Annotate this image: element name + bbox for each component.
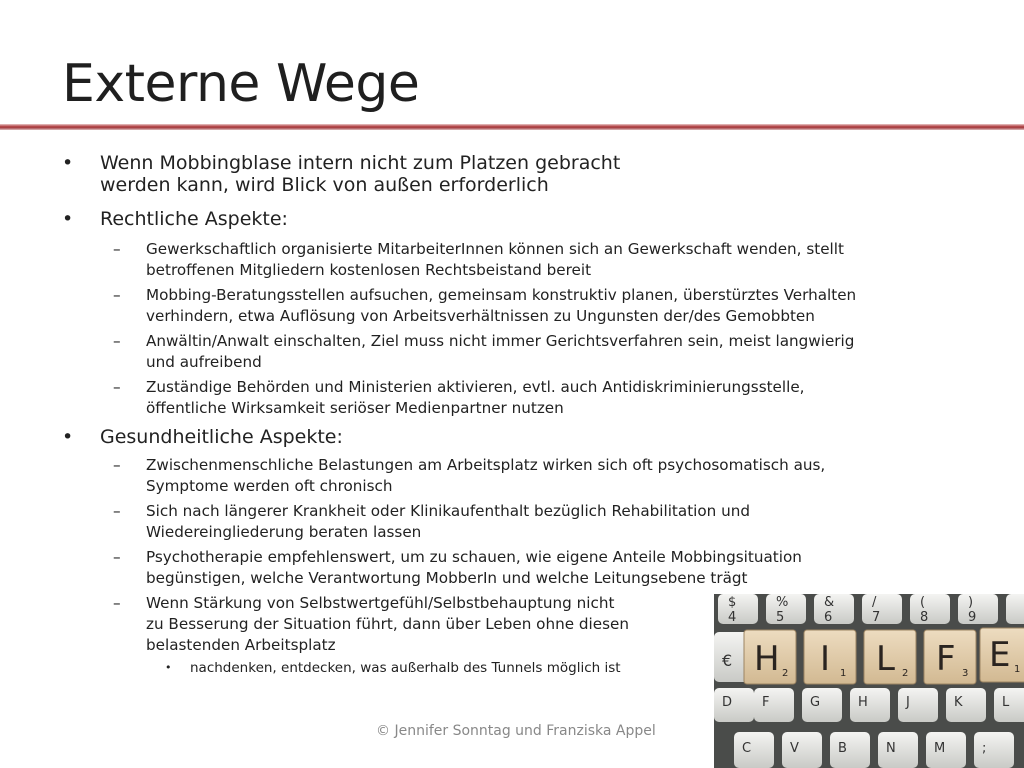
bullet-marker: • [62, 426, 74, 448]
sub-bullet-text: Gewerkschaftlich organisierte MitarbeiterInnen können sich an Gewerkschaft wenden, stellt betroffenen Mitgliedern kostenlosen Rechtsbeistand bereit [146, 240, 844, 279]
key-label: € [722, 651, 733, 670]
dash-marker: – [113, 286, 121, 304]
sub-bullet-text: Anwältin/Anwalt einschalten, Ziel muss nicht immer Gerichtsverfahren sein, meist langwierig und aufreibend [146, 332, 855, 371]
key-label: ) [968, 595, 974, 610]
sub-bullet-text: Psychotherapie empfehlenswert, um zu schauen, wie eigene Anteile Mobbingsituation begünstigen, welche Verantwortung MobberIn und welche Leitungsebene trägt [146, 548, 802, 587]
key-label: K [954, 695, 963, 710]
dash-marker: – [113, 378, 121, 396]
sub-bullet-text: Mobbing-Beratungsstellen aufsuchen, gemeinsam konstruktiv planen, überstürztes Verhalten verhindern, etwa Auflösung von Arbeitsverhältnissen zu Ungunsten der/des Gemobbten [146, 286, 857, 325]
sub-bullet-text: Wenn Stärkung von Selbstwertgefühl/Selbstbehauptung nicht zu Besserung der Situation führt, dann über Leben ohne diesen belastenden Arbeitsplatz [146, 594, 629, 654]
dash-marker: – [113, 456, 121, 474]
sub-sub-bullet-text: nachdenken, entdecken, was außerhalb des Tunnels möglich ist [190, 660, 621, 676]
dash-marker: – [113, 240, 121, 258]
tile-letter: E [989, 635, 1011, 675]
sub-bullet-text: Sich nach längerer Krankheit oder Klinikaufenthalt bezüglich Rehabilitation und Wiedereingliederung beraten lassen [146, 502, 751, 541]
key-label: B [838, 741, 847, 756]
key-label: M [934, 741, 946, 756]
dash-marker: – [113, 332, 121, 350]
key-label: 9 [968, 610, 977, 625]
key-label: J [906, 695, 910, 710]
title-divider [0, 124, 1024, 130]
tile-score: 2 [782, 668, 789, 679]
key-label: H [858, 695, 868, 710]
sub-bullet-text: Zwischenmenschliche Belastungen am Arbeitsplatz wirken sich oft psychosomatisch aus, Symptome werden oft chronisch [146, 456, 826, 495]
sub-bullet-text: Zuständige Behörden und Ministerien aktivieren, evtl. auch Antidiskriminierungsstelle, öffentliche Wirksamkeit seriöser Medienpartner nutzen [146, 378, 805, 417]
slide-title: Externe Wege [62, 54, 420, 114]
key-label: N [886, 741, 896, 756]
bullet-marker: • [62, 208, 74, 230]
tile-score: 2 [902, 668, 909, 679]
key-label: D [722, 695, 733, 710]
key-label: F [762, 695, 770, 710]
key-label: 8 [920, 610, 929, 625]
tile-score: 1 [1014, 664, 1021, 675]
bullet-text: Wenn Mobbingblase intern nicht zum Platzen gebracht werden kann, wird Blick von außen erforderlich [100, 152, 621, 196]
key-label: 4 [728, 610, 737, 625]
key-label: 6 [824, 610, 833, 625]
key-label: 7 [872, 610, 881, 625]
key-label: ( [920, 595, 926, 610]
dash-marker: – [113, 594, 121, 612]
key-label: ; [982, 741, 987, 756]
bullet-text: Gesundheitliche Aspekte: [100, 426, 343, 448]
dash-marker: – [113, 548, 121, 566]
tile-letter: H [754, 639, 780, 679]
key-label: % [776, 595, 789, 610]
tile-score: 1 [840, 668, 847, 679]
dot-marker: • [165, 661, 172, 674]
bullet-text: Rechtliche Aspekte: [100, 208, 288, 230]
key-label: C [742, 741, 752, 756]
dash-marker: – [113, 502, 121, 520]
key-label: L [1002, 695, 1010, 710]
bullet-marker: • [62, 152, 74, 174]
key-label: 5 [776, 610, 785, 625]
key-label: & [824, 595, 835, 610]
key-label: $ [728, 595, 737, 610]
tile-score: 3 [962, 668, 969, 679]
hilfe-keyboard-photo [714, 594, 1024, 768]
key-label: / [872, 595, 877, 610]
key-label: G [810, 695, 821, 710]
tile-letter: F [936, 639, 956, 679]
tile-letter: I [820, 639, 831, 679]
tile-letter: L [876, 639, 895, 679]
key-label: V [790, 741, 799, 756]
slide-footer: © Jennifer Sonntag und Franziska Appel [376, 723, 656, 739]
